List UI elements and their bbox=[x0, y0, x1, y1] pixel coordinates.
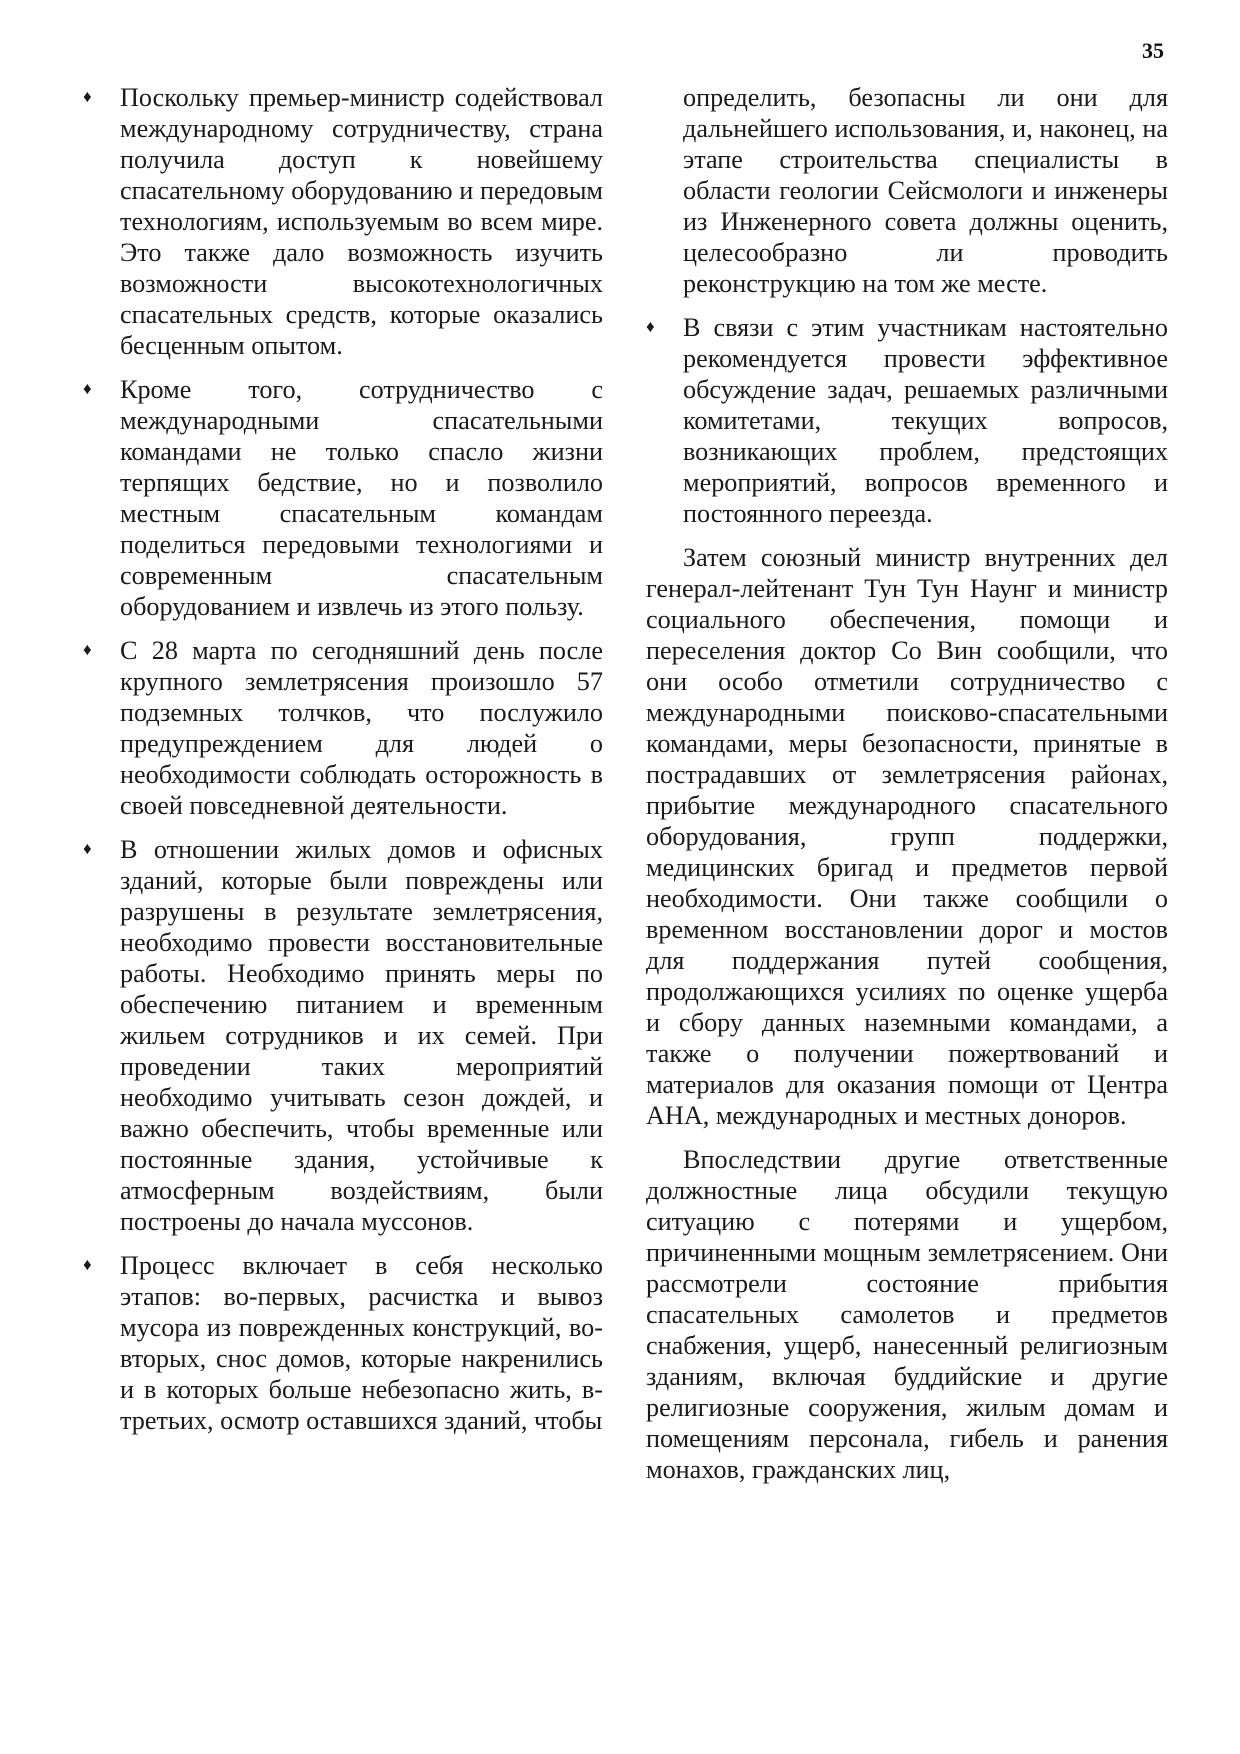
diamond-bullet-icon: ♦ bbox=[83, 379, 92, 398]
bullet-text: Процесс включает в себя несколько этапов: во-первых, расчистка и вывоз мусора из поврежденных конструкций, во-вторых, снос домов, которые накренились и в которых больше небезопасно жить, в-третьих, осмотр оставшихся зданий, чтобы bbox=[120, 1251, 603, 1435]
diamond-bullet-icon: ♦ bbox=[83, 640, 92, 659]
bullet-item bbox=[83, 1250, 603, 1436]
right-column bbox=[646, 82, 1168, 1498]
body-paragraph: Затем союзный министр внутренних дел генерал-лейтенант Тун Тун Наунг и министр социального обеспечения, помощи и переселения доктор Со Вин сообщили, что они особо отметили сотрудничество с международными поисково-спасательными командами, меры безопасности, принятые в пострадавших от землетрясения районах, прибытие международного спасательного оборудования, групп поддержки, медицинских бригад и предметов первой необходимости. Они также сообщили о временном восстановлении дорог и мостов для поддержания путей сообщения, продолжающихся усилиях по оценке ущерба и сбору данных наземными командами, а также о получении пожертвований и материалов для оказания помощи от Центра АНА, международных и местных доноров. bbox=[646, 543, 1168, 1130]
bullet-text: С 28 марта по сегодняшний день после крупного землетрясения произошло 57 подземных толчков, что послужило предупреждением для людей о необходимости соблюдать осторожность в своей повседневной деятельности. bbox=[120, 636, 603, 820]
diamond-bullet-icon: ♦ bbox=[83, 87, 92, 106]
diamond-bullet-icon: ♦ bbox=[83, 1255, 92, 1274]
diamond-bullet-icon: ♦ bbox=[646, 317, 655, 336]
bullet-item bbox=[83, 374, 603, 622]
bullet-text: Поскольку премьер-министр содействовал международному сотрудничеству, страна получила доступ к новейшему спасательному оборудованию и передовым технологиям, используемым во всем мире. Это также дало возможность изучить возможности высокотехнологичных спасательных средств, которые оказались бесценным опытом. bbox=[120, 83, 603, 360]
bullet-text: В отношении жилых домов и офисных зданий, которые были повреждены или разрушены в результате землетрясения, необходимо провести восстановительные работы. Необходимо принять меры по обеспечению питанием и временным жильем сотрудников и их семей. При проведении таких мероприятий необходимо учитывать сезон дождей, и важно обеспечить, чтобы временные или постоянные здания, устойчивые к атмосферным воздействиям, были построены до начала муссонов. bbox=[120, 835, 603, 1236]
left-column bbox=[83, 82, 603, 1449]
bullet-text: В связи с этим участникам настоятельно рекомендуется провести эффективное обсуждение задач, решаемых различными комитетами, текущих вопросов, возникающих проблем, предстоящих мероприятий, вопросов временного и постоянного переезда. bbox=[683, 313, 1168, 528]
bullet-item bbox=[83, 834, 603, 1237]
bullet-continuation-text: определить, безопасны ли они для дальнейшего использования, и, наконец, на этапе строительства специалисты в области геологии Сейсмологи и инженеры из Инженерного совета должны оценить, целесообразно ли проводить реконструкцию на том же месте. bbox=[683, 83, 1168, 298]
body-paragraph: Впоследствии другие ответственные должностные лица обсудили текущую ситуацию с потерями и ущербом, причиненными мощным землетрясением. Они рассмотрели состояние прибытия спасательных самолетов и предметов снабжения, ущерб, нанесенный религиозным зданиям, включая буддийские и другие религиозные сооружения, жилым домам и помещениям персонала, гибель и ранения монахов, гражданских лиц, bbox=[646, 1145, 1168, 1484]
bullet-text: Кроме того, сотрудничество с международными спасательными командами не только спасло жизни терпящих бедствие, но и позволило местным спасательным командам поделиться передовыми технологиями и современным спасательным оборудованием и извлечь из этого пользу. bbox=[120, 375, 603, 621]
page-number: 35 bbox=[1142, 38, 1164, 63]
bullet-item bbox=[646, 312, 1168, 529]
bullet-item bbox=[83, 635, 603, 821]
bullet-item bbox=[83, 82, 603, 361]
diamond-bullet-icon: ♦ bbox=[83, 839, 92, 858]
